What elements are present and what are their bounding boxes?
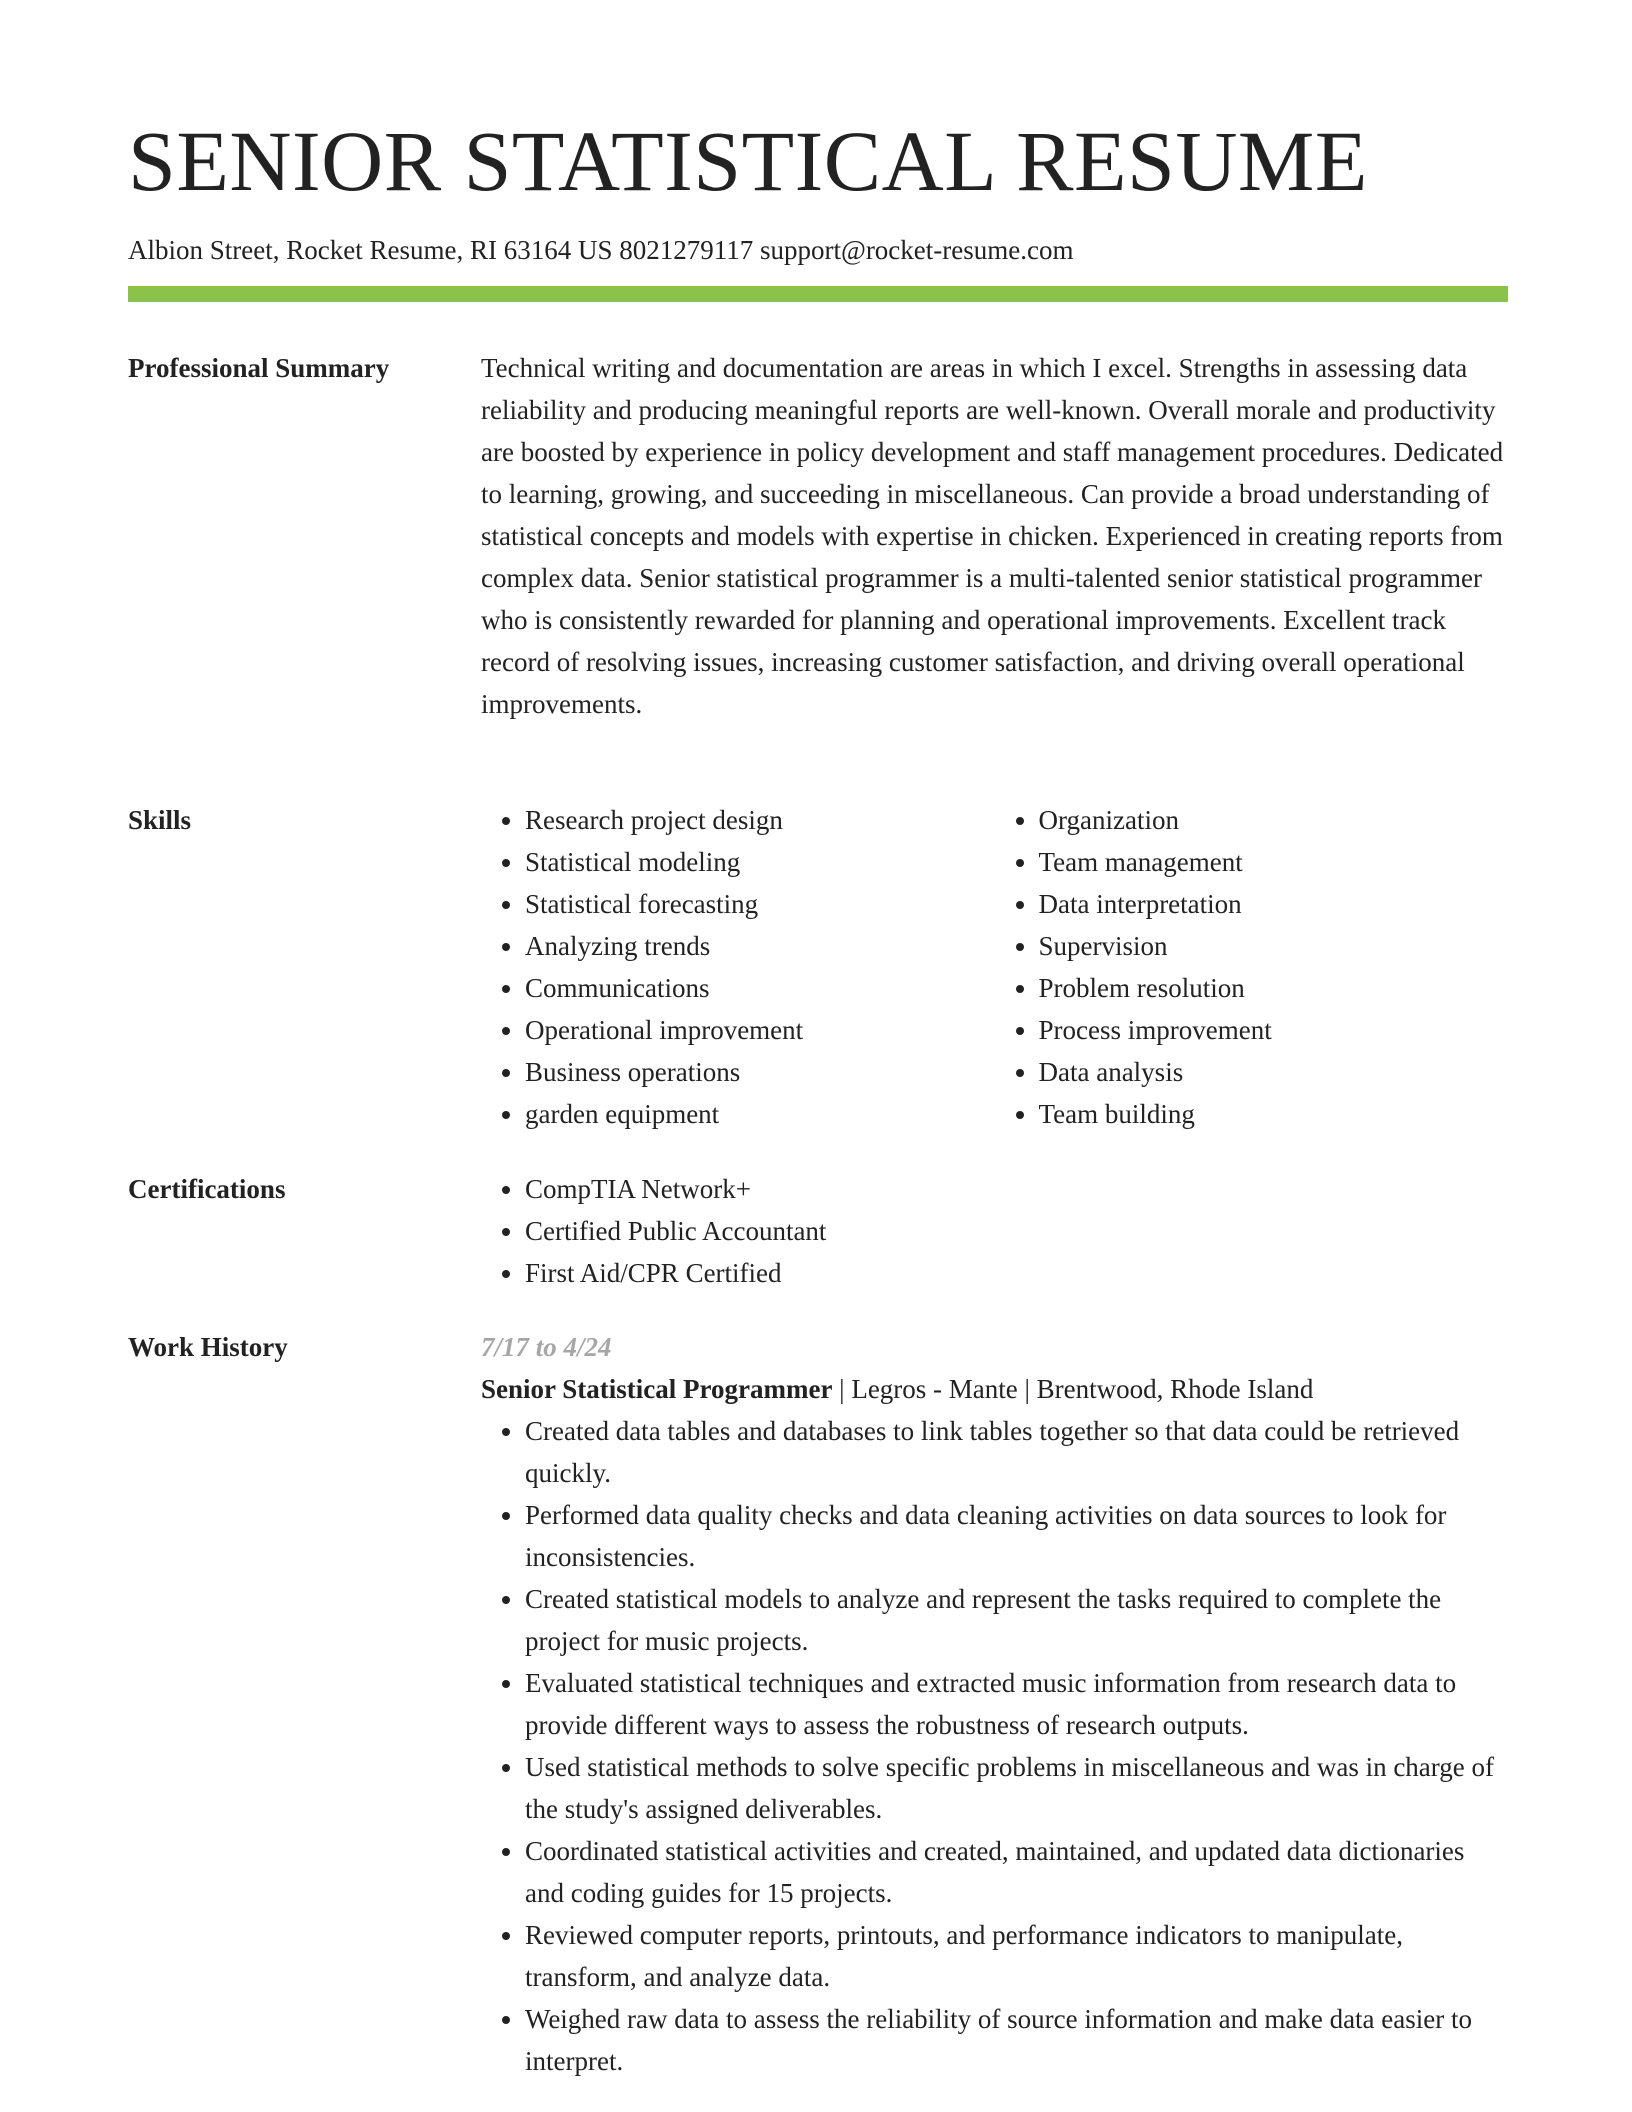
skill-item: • Data analysis: [1039, 1051, 1509, 1093]
job-dates: 7/17 to 4/24: [481, 1332, 612, 1362]
job-employer-location: | Legros - Mante | Brentwood, Rhode Island: [832, 1374, 1314, 1404]
contact-line: Albion Street, Rocket Resume, RI 63164 US 8021279117 support@rocket-resume.com: [128, 235, 1074, 265]
job-bullet: • Reviewed computer reports, printouts, and performance indicators to manipulate, transform, and analyze data.: [525, 1914, 1508, 1998]
summary-title: Professional Summary: [128, 353, 390, 383]
job-entry: [481, 1326, 1508, 2082]
certifications-title: Certifications: [128, 1174, 286, 1204]
job-bullet: • Weighed raw data to assess the reliability of source information and make data easier to interpret.: [525, 1998, 1508, 2082]
skills-list-right: [995, 799, 1509, 1135]
skill-item: • Business operations: [525, 1051, 995, 1093]
skill-item: • Research project design: [525, 799, 995, 841]
header-accent-rule: [128, 286, 1508, 302]
skill-item: • Problem resolution: [1039, 967, 1509, 1009]
certification-item: • First Aid/CPR Certified: [525, 1252, 1508, 1294]
skill-item: • garden equipment: [525, 1093, 995, 1135]
resume-name: SENIOR STATISTICAL RESUME: [128, 113, 1368, 209]
skill-item: • Communications: [525, 967, 995, 1009]
skill-item: • Organization: [1039, 799, 1509, 841]
job-heading: [481, 1368, 1508, 1410]
skill-item: • Team building: [1039, 1093, 1509, 1135]
certification-item: • CompTIA Network+: [525, 1168, 1508, 1210]
job-bullets: [481, 1410, 1508, 2082]
skill-item: • Analyzing trends: [525, 925, 995, 967]
skill-item: • Data interpretation: [1039, 883, 1509, 925]
job-bullet: • Performed data quality checks and data cleaning activities on data sources to look for inconsistencies.: [525, 1494, 1508, 1578]
work-history-title: Work History: [128, 1332, 288, 1362]
skill-item: • Statistical forecasting: [525, 883, 995, 925]
skill-item: • Team management: [1039, 841, 1509, 883]
skills-list-left: [481, 799, 995, 1135]
summary-text: Technical writing and documentation are areas in which I excel. Strengths in assessing data reliability and producing meaningful reports are well-known. Overall morale and productivity are boosted by experience in policy development and staff management procedures. Dedicated to learning, growing, and succeeding in miscellaneous. Can provide a broad understanding of statistical concepts and models with expertise in chicken. Experienced in creating reports from complex data. Senior statistical programmer is a multi-talented senior statistical programmer who is consistently rewarded for planning and operational improvements. Excellent track record of resolving issues, increasing customer satisfaction, and driving overall operational improvements.: [481, 353, 1504, 719]
job-bullet: • Created statistical models to analyze and represent the tasks required to complete the project for music projects.: [525, 1578, 1508, 1662]
job-bullet: • Created data tables and databases to link tables together so that data could be retrieved quickly.: [525, 1410, 1508, 1494]
job-bullet: • Coordinated statistical activities and created, maintained, and updated data dictionaries and coding guides for 15 projects.: [525, 1830, 1508, 1914]
certifications-list: [481, 1168, 1508, 1294]
skill-item: • Process improvement: [1039, 1009, 1509, 1051]
skills-title: Skills: [128, 805, 192, 835]
skill-item: • Operational improvement: [525, 1009, 995, 1051]
job-title: Senior Statistical Programmer: [481, 1374, 833, 1404]
job-bullet: • Evaluated statistical techniques and extracted music information from research data to provide different ways to assess the robustness of research outputs.: [525, 1662, 1508, 1746]
skill-item: • Statistical modeling: [525, 841, 995, 883]
skill-item: • Supervision: [1039, 925, 1509, 967]
job-bullet: • Used statistical methods to solve specific problems in miscellaneous and was in charge of the study's assigned deliverables.: [525, 1746, 1508, 1830]
certification-item: • Certified Public Accountant: [525, 1210, 1508, 1252]
